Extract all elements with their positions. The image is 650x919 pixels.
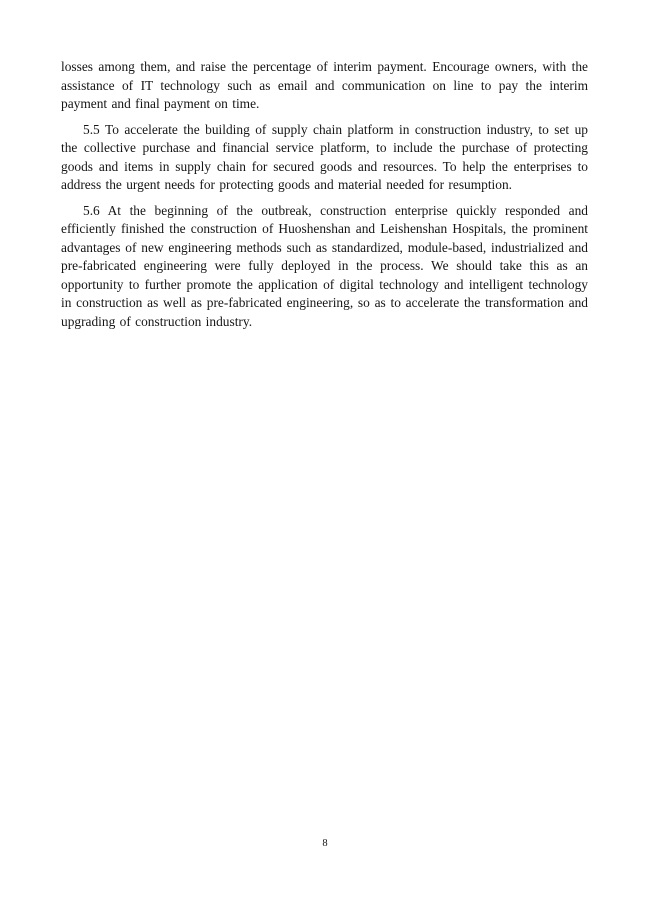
paragraph-continuation: losses among them, and raise the percentage of interim payment. Encourage owners, with the assistance of IT technology such as email and communication on line to pay the interim payment and final payment on time.: [61, 59, 588, 111]
page-number: 8: [322, 838, 328, 849]
paragraph-5-6: 5.6 At the beginning of the outbreak, construction enterprise quickly responded and efficiently finished the construction of Huoshenshan and Leishenshan Hospitals, the prominent advantages of new engineering methods such as standardized, module-based, industrialized and pre-fabricated engineering were fully deployed in the process. We should take this as an opportunity to further promote the application of digital technology and intelligent technology in construction as well as pre-fabricated engineering, so as to accelerate the transformation and upgrading of construction industry.: [61, 202, 588, 329]
paragraph-5-5: 5.5 To accelerate the building of supply chain platform in construction industry, to set up the collective purchase and financial service platform, to include the purchase of protecting goods and items in supply chain for secured goods and resources. To help the enterprises to address the urgent needs for protecting goods and material needed for resumption.: [61, 121, 588, 192]
page-text-block: [61, 58, 588, 338]
